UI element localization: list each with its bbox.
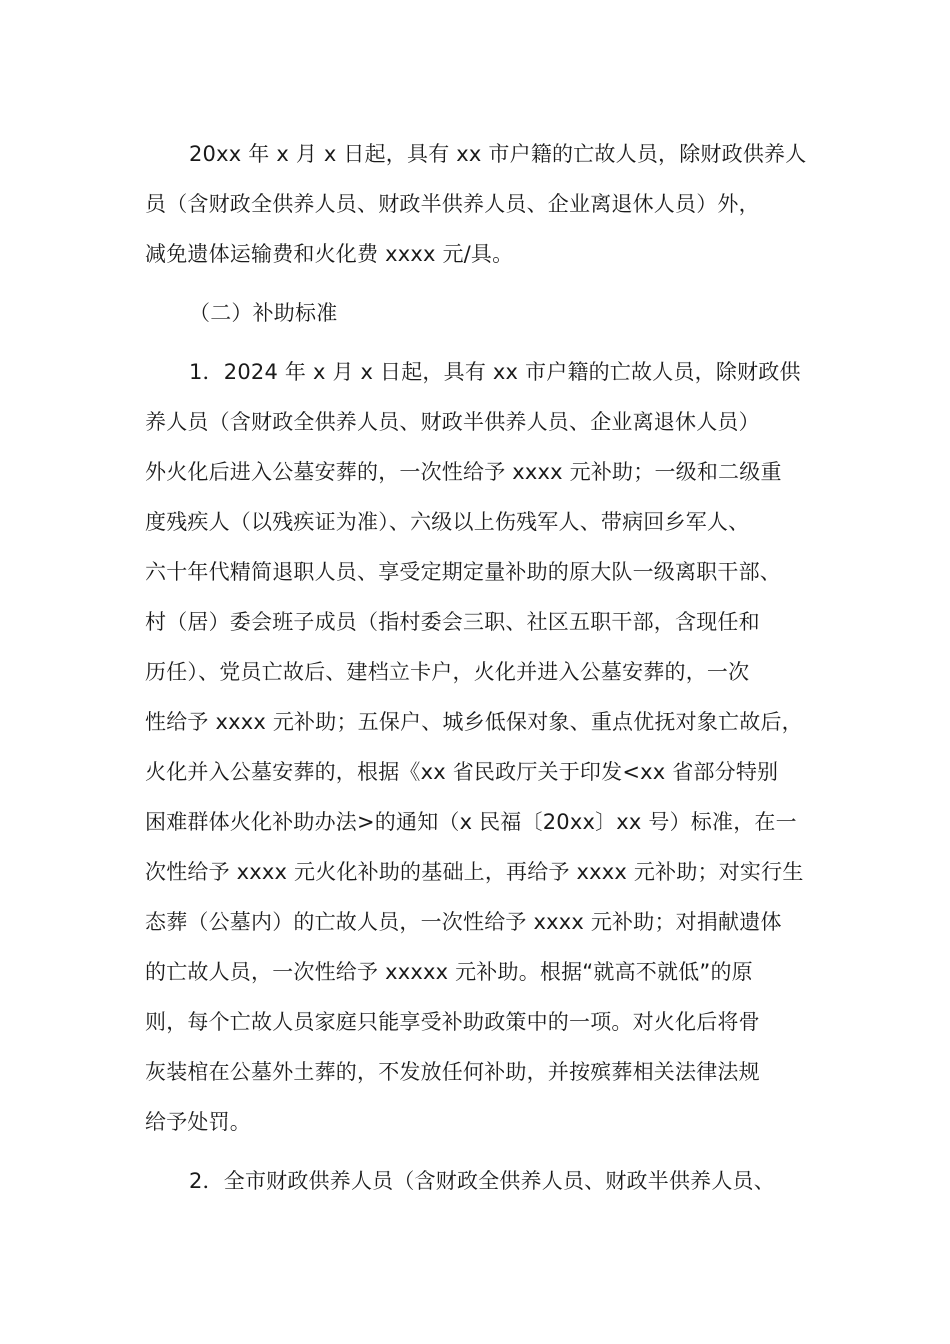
- text-line: 2．全市财政供养人员（含财政全供养人员、财政半供养人员、: [189, 1169, 775, 1193]
- text-line: 性给予 xxxx 元补助；五保户、城乡低保对象、重点优抚对象亡故后，: [145, 710, 803, 734]
- text-line: 火化并入公墓安葬的，根据《xx 省民政厅关于印发<xx 省部分特别: [145, 760, 779, 784]
- text-line: 村（居）委会班子成员（指村委会三职、社区五职干部，含现任和: [145, 610, 760, 634]
- section-heading: （二）补助标准: [189, 301, 338, 325]
- text-line: 灰装棺在公墓外土葬的，不发放任何补助，并按殡葬相关法律法规: [145, 1060, 760, 1084]
- text-line: 1．2024 年 x 月 x 日起，具有 xx 市户籍的亡故人员，除财政供: [189, 360, 801, 384]
- text-line: 态葬（公墓内）的亡故人员，一次性给予 xxxx 元补助；对捐献遗体: [145, 910, 782, 934]
- text-line: 历任）、党员亡故后、建档立卡户，火化并进入公墓安葬的，一次: [145, 660, 750, 684]
- text-line: 困难群体火化补助办法>的通知（x 民福〔20xx〕xx 号）标准，在一: [145, 810, 797, 834]
- text-line: 员（含财政全供养人员、财政半供养人员、企业离退休人员）外，: [145, 192, 760, 216]
- text-line: 的亡故人员，一次性给予 xxxxx 元补助。根据“就高不就低”的原: [145, 960, 753, 984]
- text-line: 外火化后进入公墓安葬的，一次性给予 xxxx 元补助；一级和二级重: [145, 460, 782, 484]
- text-line: 给予处罚。: [145, 1110, 251, 1134]
- text-line: 减免遗体运输费和火化费 xxxx 元/具。: [145, 242, 514, 266]
- document-body: [145, 129, 810, 1206]
- text-line: 则，每个亡故人员家庭只能享受补助政策中的一项。对火化后将骨: [145, 1010, 760, 1034]
- paragraph-item-2: [145, 1156, 810, 1206]
- text-line: 度残疾人（以残疾证为准）、六级以上伤残军人、带病回乡军人、: [145, 510, 750, 534]
- text-line: 次性给予 xxxx 元火化补助的基础上，再给予 xxxx 元补助；对实行生: [145, 860, 804, 884]
- paragraph-reduction-policy: [145, 129, 810, 279]
- text-line: 养人员（含财政全供养人员、财政半供养人员、企业离退休人员）: [145, 410, 760, 434]
- text-line: 六十年代精简退职人员、享受定期定量补助的原大队一级离职干部、: [145, 560, 781, 584]
- section-heading-subsidy-standard: [145, 288, 810, 338]
- text-line: 20xx 年 x 月 x 日起，具有 xx 市户籍的亡故人员，除财政供养人: [189, 142, 807, 166]
- paragraph-item-1: [145, 347, 810, 1147]
